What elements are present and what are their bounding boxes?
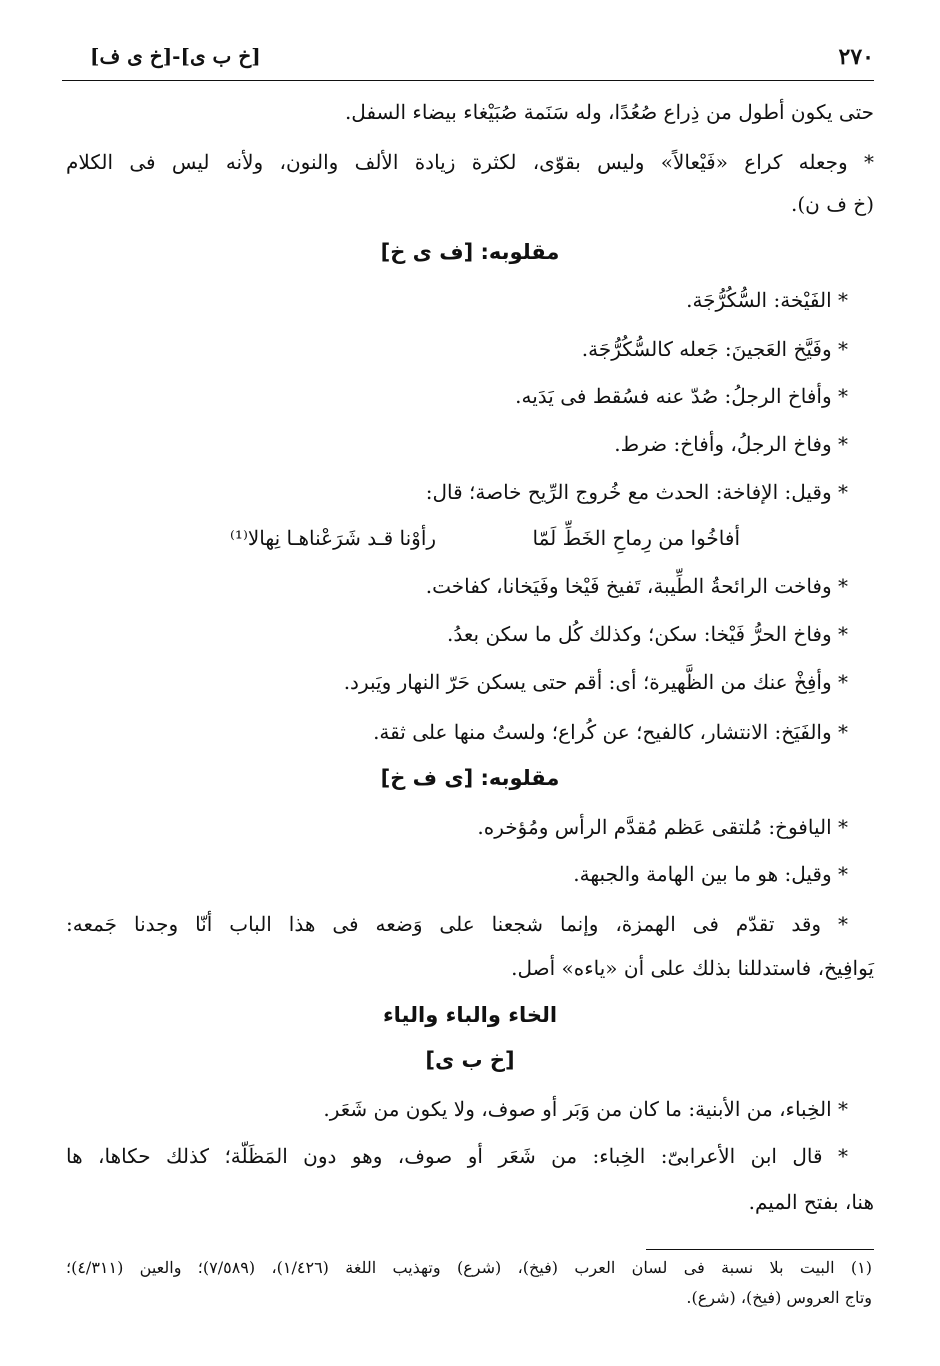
entry-line: * وقيل: هو ما بين الهامة والجبهة. bbox=[573, 862, 848, 886]
entry-line: * الفَيْخة: السُّكُرُّجَة. bbox=[686, 288, 848, 312]
entry-line: * وقيل: الإفاخة: الحدث مع خُروج الرِّيح خاصة؛ قال: bbox=[425, 480, 848, 504]
entry-line: * وأفِخْ عنك من الظَّهيرة؛ أى: أقم حتى يسكن حَرّ النهار ويَبرد. bbox=[343, 670, 848, 694]
entry-line: * قال ابن الأعرابىّ: الخِباء: من شَعَر أو صوف، وهو دون المَظَلّة؛ كذلك حكاها، ها bbox=[66, 1144, 848, 1168]
verse-hemistich-1: أفاخُوا من رِماحِ الخَطِّ لَمّا bbox=[532, 526, 740, 550]
footnote-line: (١) البيت بلا نسبة فى لسان العرب (فيخ)، (شرع) وتهذيب اللغة (١/٤٢٦)، (٧/٥٨٩)؛ والعين (٤/٣١١)؛ bbox=[66, 1258, 873, 1277]
entry-line: * اليافوخ: مُلتقى عَظم مُقدَّم الرأس ومُؤخره. bbox=[477, 815, 848, 839]
header-rule bbox=[62, 80, 874, 81]
entry-line: * وفاخ الرجلُ، وأفاخ: ضرط. bbox=[614, 432, 848, 456]
entry-line: هنا، بفتح الميم. bbox=[748, 1190, 874, 1214]
running-head: [خ ی ف]-[خ ب ی] bbox=[90, 44, 261, 68]
footnote-line: وتاج العروس (فيخ)، (شرع). bbox=[686, 1288, 872, 1307]
text-line: * وجعله كراع «فَيْعالاً» وليس بقوّى، لكثرة زيادة الألف والنون، ولأنه ليس فى الكلام bbox=[66, 150, 874, 174]
verse-hemistich-2: رأوْنا قـد شَرَعْناهـا نِهالا⁽¹⁾ bbox=[230, 526, 437, 550]
entry-line: * وقد تقدّم فى الهمزة، وإنما شجعنا على وَضعه فى هذا الباب أنّا وجدنا جَمعه: bbox=[66, 912, 848, 936]
root-heading: [خ ب ی] bbox=[425, 1048, 515, 1072]
entry-line: * وأفاخ الرجلُ: صُدّ عنه فسُقط فى يَدَيه. bbox=[515, 384, 848, 408]
text-line: حتى يكون أطول من ذِراع صُعُدًا، وله سَنَمة صُبَيْغاء بيضاء السفل. bbox=[344, 100, 874, 124]
entry-line: * الخِباء، من الأبنية: ما كان من وَبَر أو صوف، ولا يكون من شَعَر. bbox=[323, 1097, 848, 1121]
entry-line: * وفَيَّخ العَجينَ: جَعله كالسُّكُرُّجَة. bbox=[581, 337, 848, 361]
entry-line: * وفاخ الحرُّ فَيْخا: سكن؛ وكذلك كُل ما سكن بعدُ. bbox=[447, 622, 848, 646]
entry-line: * وفاخت الرائحةُ الطِّيبة، تَفيخ فَيْخا وفَيَخانا، كفاخت. bbox=[425, 574, 848, 598]
section-heading: مقلوبه: [ف ی خ] bbox=[380, 240, 560, 264]
chapter-heading: الخاء والباء والياء bbox=[382, 1003, 558, 1027]
text-line: (خ ف ن). bbox=[790, 192, 874, 216]
entry-line: * والفَيَخ: الانتشار، كالفيح؛ عن كُراع؛ ولستُ منها على ثقة. bbox=[373, 720, 848, 744]
entry-line: يَوافِيخ، فاستدللنا بذلك على أن «ياءه» أصل. bbox=[511, 956, 874, 980]
footnote-rule bbox=[646, 1249, 874, 1250]
section-heading: مقلوبه: [ی ف خ] bbox=[380, 766, 560, 790]
page-number: ٢٧٠ bbox=[838, 44, 874, 70]
verse bbox=[230, 526, 740, 556]
